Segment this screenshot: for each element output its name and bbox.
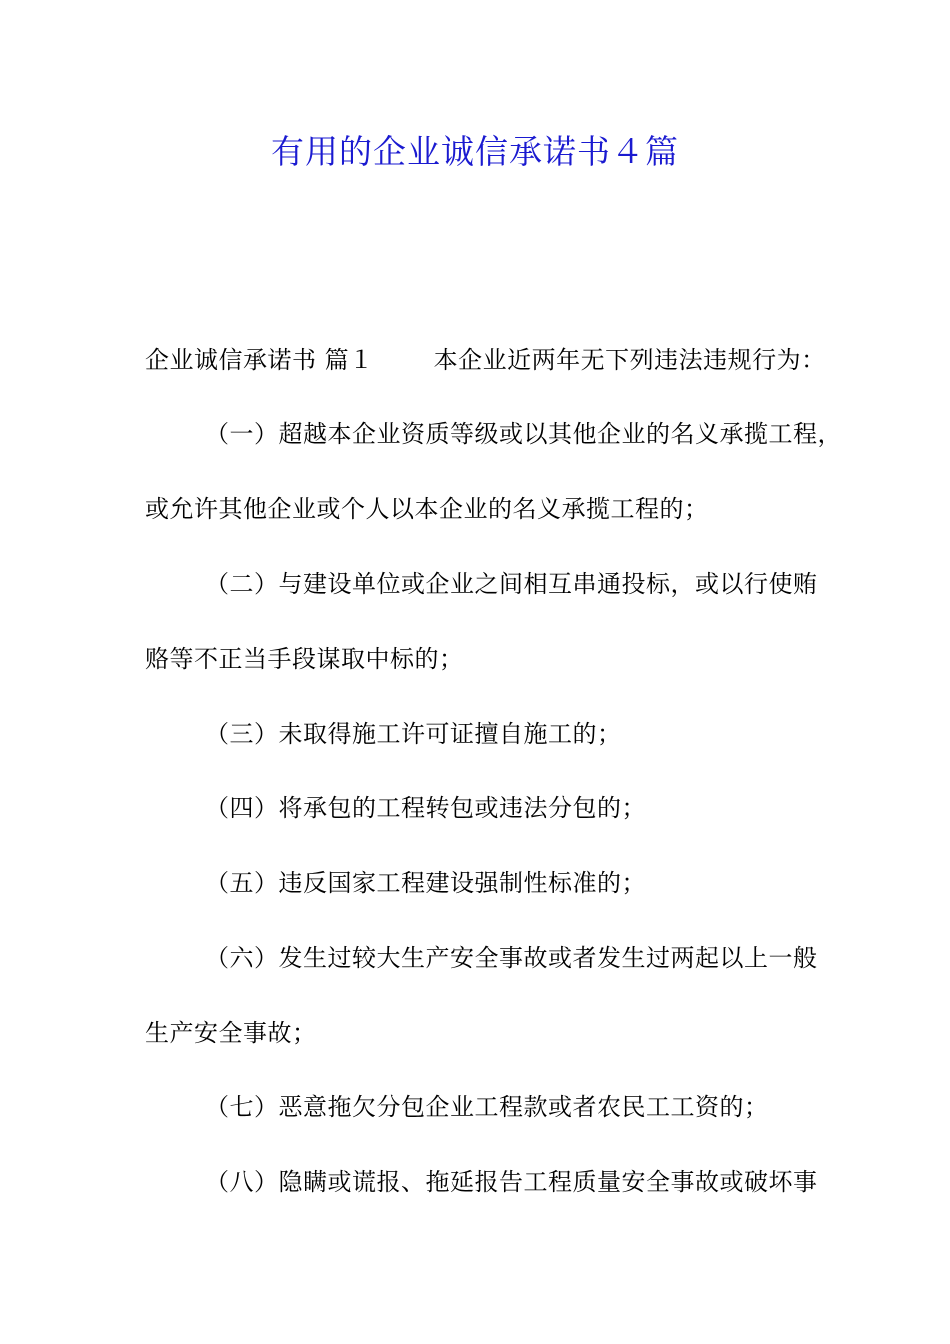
- paragraph-line: （四）将承包的工程转包或违法分包的；: [205, 794, 646, 822]
- paragraph-line: （二）与建设单位或企业之间相互串通投标，或以行使贿: [205, 570, 818, 598]
- paragraph-line: （一）超越本企业资质等级或以其他企业的名义承揽工程，: [205, 420, 842, 448]
- section-intro: 本企业近两年无下列违法违规行为：: [433, 346, 826, 374]
- paragraph-line: 生产安全事故；: [145, 1019, 317, 1047]
- paragraph-line: 或允许其他企业或个人以本企业的名义承揽工程的；: [145, 495, 709, 523]
- paragraph-line: 赂等不正当手段谋取中标的；: [145, 645, 464, 673]
- section-first-line: [145, 342, 826, 378]
- paragraph-line: （七）恶意拖欠分包企业工程款或者农民工工资的；: [205, 1093, 769, 1121]
- paragraph-line: （三）未取得施工许可证擅自施工的；: [205, 720, 622, 748]
- section-heading: 企业诚信承诺书 篇１: [145, 346, 374, 374]
- document-title: 有用的企业诚信承诺书４篇: [271, 132, 679, 171]
- paragraph-line: （六）发生过较大生产安全事故或者发生过两起以上一般: [205, 944, 818, 972]
- paragraph-line: （八）隐瞒或谎报、拖延报告工程质量安全事故或破坏事: [205, 1168, 818, 1196]
- paragraph-line: （五）违反国家工程建设强制性标准的；: [205, 869, 646, 897]
